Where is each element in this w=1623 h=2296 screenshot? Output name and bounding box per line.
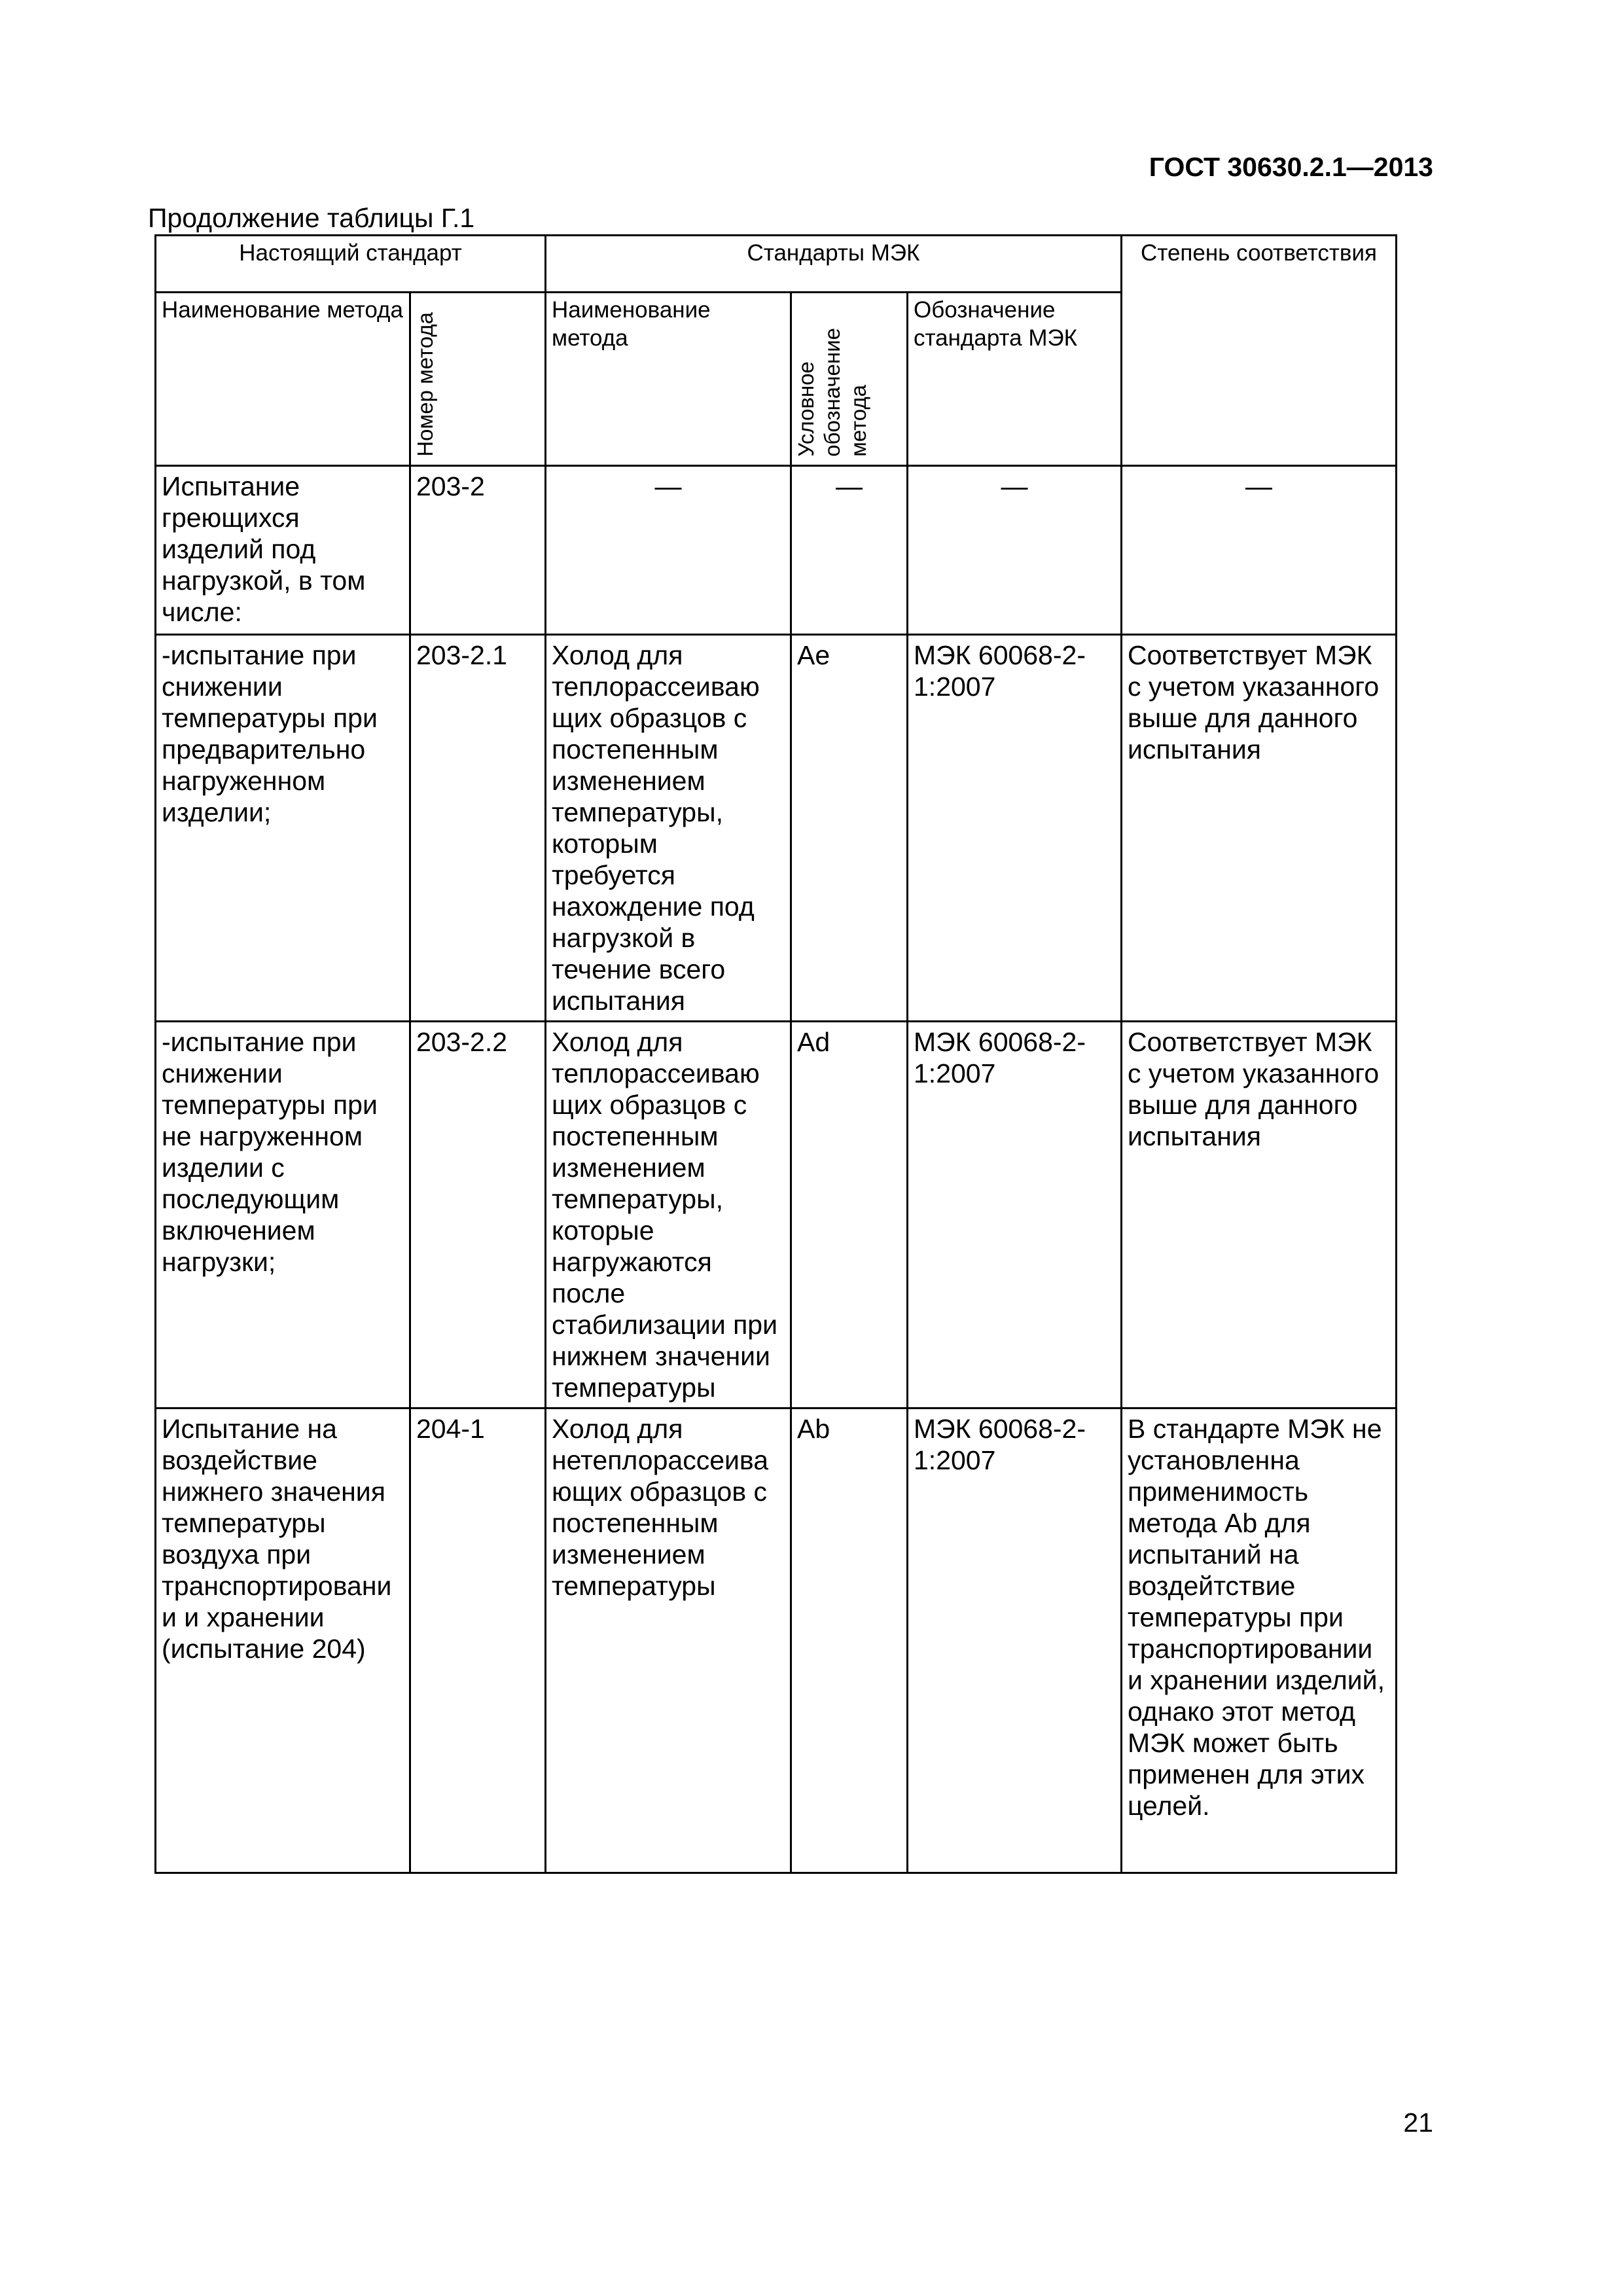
header-iec-standard-designation: Обозначение стандарта МЭК xyxy=(908,293,1122,466)
cell-method-number: 204-1 xyxy=(410,1408,546,1873)
cell-iec-method-name: Холод для нетеплорассеива ющих образцов с постепенным изменением температуры xyxy=(546,1408,791,1873)
table-row xyxy=(156,1022,1397,1408)
header-method-number-text: Номер метода xyxy=(413,312,437,457)
cell-designation: Ab xyxy=(791,1408,908,1873)
cell-iec-standard: МЭК 60068-2-1:2007 xyxy=(908,1022,1122,1408)
header-iec-method-name: Наименование метода xyxy=(546,293,791,466)
conformity-table xyxy=(154,234,1397,1874)
header-conformity: Степень соответствия xyxy=(1122,236,1397,466)
table-row xyxy=(156,635,1397,1022)
cell-designation: Ad xyxy=(791,1022,908,1408)
cell-iec-method-name: — xyxy=(546,466,791,635)
cell-method-name: -испытание при снижении температуры при не нагруженном изделии с последующим включением нагрузки; xyxy=(156,1022,410,1408)
page-number: 21 xyxy=(1403,2108,1433,2138)
cell-iec-standard: МЭК 60068-2-1:2007 xyxy=(908,1408,1122,1873)
cell-method-number: 203-2.1 xyxy=(410,635,546,1022)
header-method-designation-text: Условное обозначение метода xyxy=(794,328,870,457)
cell-method-name: Испытание греющихся изделий под нагрузкой, в том числе: xyxy=(156,466,410,635)
table-row xyxy=(156,466,1397,635)
header-iec-standards: Стандарты МЭК xyxy=(546,236,1122,293)
cell-designation: Ae xyxy=(791,635,908,1022)
header-method-number xyxy=(410,293,546,466)
cell-iec-method-name: Холод для теплорассеиваю щих образцов с постепенным изменением температуры, которым требуется нахождение под нагрузкой в течение всего испытания xyxy=(546,635,791,1022)
header-current-standard: Настоящий стандарт xyxy=(156,236,546,293)
header-method-designation xyxy=(791,293,908,466)
cell-conformity: В стандарте МЭК не установленна применимость метода Ab для испытаний на воздейтствие температуры при транспортировании и хранении изделий, однако этот метод МЭК может быть применен для этих целей. xyxy=(1122,1408,1397,1873)
cell-conformity: Соответствует МЭК с учетом указанного выше для данного испытания xyxy=(1122,1022,1397,1408)
document-code: ГОСТ 30630.2.1—2013 xyxy=(1149,152,1433,182)
cell-iec-standard: МЭК 60068-2-1:2007 xyxy=(908,635,1122,1022)
cell-iec-method-name: Холод для теплорассеиваю щих образцов с постепенным изменением температуры, которые нагружаются после стабилизации при нижнем значении температуры xyxy=(546,1022,791,1408)
cell-designation: — xyxy=(791,466,908,635)
cell-conformity: Соответствует МЭК с учетом указанного выше для данного испытания xyxy=(1122,635,1397,1022)
header-method-name: Наименование метода xyxy=(156,293,410,466)
cell-method-number: 203-2 xyxy=(410,466,546,635)
cell-iec-standard: — xyxy=(908,466,1122,635)
cell-method-number: 203-2.2 xyxy=(410,1022,546,1408)
cell-method-name: Испытание на воздействие нижнего значения температуры воздуха при транспортировани и и хранении (испытание 204) xyxy=(156,1408,410,1873)
table-row xyxy=(156,1408,1397,1873)
table-caption: Продолжение таблицы Г.1 xyxy=(148,203,475,233)
cell-method-name: -испытание при снижении температуры при предварительно нагруженном изделии; xyxy=(156,635,410,1022)
cell-conformity: — xyxy=(1122,466,1397,635)
